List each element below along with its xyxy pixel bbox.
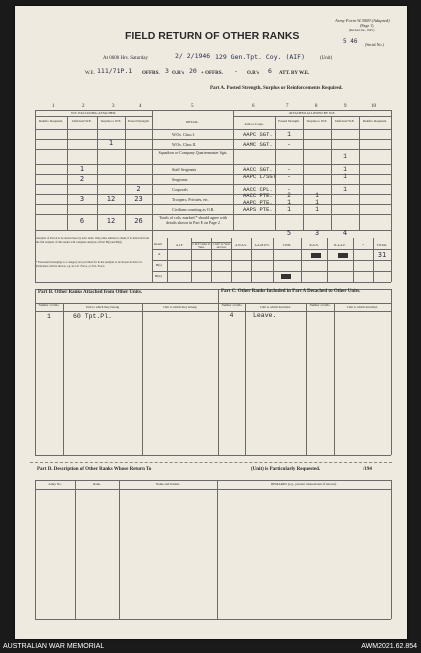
part-c-head-number: Number of O.Rs. bbox=[221, 303, 243, 307]
att-posted: 1 bbox=[287, 199, 291, 206]
col-head-surplus-att: Surplus to W.E. bbox=[306, 119, 328, 123]
analysis-head-raaf: R.A.A.F. bbox=[334, 243, 346, 247]
part-b-head-unit: Unit to which they belong bbox=[85, 305, 120, 309]
att-posted: - bbox=[287, 186, 291, 193]
we-value: 111/71P.1 bbox=[97, 67, 133, 75]
part-b-number-value: 1 bbox=[47, 313, 51, 320]
arm-corps: AACC SGT. bbox=[243, 166, 273, 173]
cell-pte-posted: 23 bbox=[134, 195, 143, 203]
arm-corps: AAPC SGT. bbox=[243, 131, 273, 138]
col-number: 4 bbox=[139, 104, 142, 109]
cell-cpl-posted: 2 bbox=[136, 185, 141, 193]
right-group-heading: ATTACHED ALLOWED BY W.E. bbox=[288, 111, 336, 115]
cell-pte-deficient: 3 bbox=[79, 195, 85, 203]
att-surplus: 1 bbox=[315, 206, 319, 213]
col-head-detail: DETAIL. bbox=[185, 120, 200, 124]
col-head-reinfts-att: Reinfts. Required. bbox=[362, 119, 388, 123]
part-c-head-unit: Unit to which detached. bbox=[260, 305, 291, 309]
arm-corps: AACC PTE. bbox=[243, 192, 273, 199]
attached-offrs-value: - bbox=[234, 67, 238, 75]
unit-name: 129 Gen.Tpt. Coy. (AIF) bbox=[215, 53, 306, 61]
form-page bbox=[15, 6, 407, 639]
cell-pte-surplus: 12 bbox=[106, 195, 116, 203]
col-head-reinfts: Reinfts. Required. bbox=[38, 119, 64, 123]
totals-detail: Totals of cols. marked * should agree with details shown in Part E on Page 2 bbox=[159, 215, 227, 225]
att-total-surplus: 3 bbox=[314, 229, 320, 237]
analysis-head-civil: CIVIL bbox=[282, 243, 292, 247]
att-by-we-label: ATT. BY W.E. bbox=[279, 71, 310, 76]
col-head-deficient: Deficient W.E. bbox=[72, 119, 92, 123]
att-posted: 2 bbox=[287, 192, 291, 199]
unit-label: (Unit) bbox=[320, 56, 333, 61]
col-head-arm: Arm or Corps. bbox=[244, 122, 264, 126]
row-detail: W.Os. Class I. bbox=[172, 132, 195, 137]
analysis-row-label: B(i) bbox=[156, 263, 162, 267]
form-reference: Army Form W.3009 (Adapted) bbox=[335, 18, 390, 23]
analysis-head-ran: R.A.N. bbox=[309, 243, 319, 247]
total-posted: 26 bbox=[134, 217, 143, 225]
cell-ssgt-deficient: 1 bbox=[79, 165, 85, 173]
att-posted: - bbox=[287, 141, 291, 148]
row-detail: Staff Sergeants bbox=[172, 167, 197, 172]
col-head-surplus: Surplus to W.E. bbox=[100, 119, 122, 123]
part-d-head-army-no: Army No. bbox=[48, 482, 62, 486]
part-d-title: Part D. Description of Other Ranks Whose Return To bbox=[37, 467, 152, 472]
att-posted: 1 bbox=[287, 131, 291, 138]
part-c-head-number2: Number of O.Rs. bbox=[309, 303, 331, 307]
footer-accession: AWM2021.62.854 bbox=[361, 643, 417, 650]
col-number: 9 bbox=[344, 104, 347, 109]
cell-sgt-deficient: 2 bbox=[79, 175, 85, 183]
row-detail: Troopers, Privates, etc. bbox=[172, 197, 209, 202]
part-d-title-end: (Unit) is Particularly Requested. bbox=[251, 467, 321, 472]
total-deficient: 6 bbox=[79, 217, 85, 225]
analysis-head-aif: A.I.F. bbox=[175, 243, 184, 247]
col-number: 1 bbox=[52, 104, 55, 109]
arm-corps: AAPS PTE. bbox=[243, 206, 273, 213]
row-detail: Sergeants bbox=[172, 177, 188, 182]
att-posted: - bbox=[287, 173, 291, 180]
analysis-note-star: * Personnel belonging to a category not provided for in the analysis to be shown in this Col. Particulars will be shown, e.g. in C.E. Force, or N.Z. Force. bbox=[36, 260, 143, 268]
we-label: W.E. bbox=[85, 71, 95, 76]
part-d-date: /194 bbox=[363, 467, 372, 472]
revised-note: (Revised Jan., 1945.) bbox=[349, 28, 375, 32]
col-number: 5 bbox=[191, 104, 194, 109]
analysis-row-label: A bbox=[158, 252, 161, 256]
att-deficient: 1 bbox=[343, 173, 347, 180]
offrs-value: 3 bbox=[165, 67, 169, 75]
att-posted: - bbox=[287, 166, 291, 173]
col-number: 3 bbox=[112, 104, 115, 109]
arm-corps: AAMC SGT. bbox=[243, 141, 273, 148]
total-surplus: 12 bbox=[106, 217, 116, 225]
analysis-head-total: TOTAL bbox=[376, 243, 388, 247]
serial-label: (Serial No.) bbox=[365, 42, 384, 47]
ors-value: 20 bbox=[189, 67, 197, 75]
arm-corps: AACC CPL. bbox=[243, 186, 273, 193]
part-b-unit-value: 60 Tpt.Pl. bbox=[73, 313, 113, 320]
offrs-label: OFFRS. bbox=[142, 71, 160, 76]
arm-corps: AAPC L/SGT bbox=[243, 173, 277, 180]
row-detail: Corporals bbox=[172, 187, 188, 192]
ors-label: O.R's bbox=[172, 71, 185, 76]
footer-bar bbox=[0, 640, 421, 653]
att-total-posted: 5 bbox=[286, 229, 292, 237]
page-number: (Page 1) bbox=[360, 23, 374, 28]
part-b-title: Part B. Other Ranks Attached from Other Units. bbox=[38, 290, 143, 295]
ors2-label: O.R's bbox=[247, 71, 260, 76]
part-c-title: Part C. Other Ranks Included in Part A Detached to Other Units. bbox=[221, 289, 361, 294]
part-c-number-value: 4 bbox=[229, 312, 234, 319]
footer-credit: AUSTRALIAN WAR MEMORIAL bbox=[3, 643, 105, 650]
analysis-head-aamws: A.A.M.W.S. bbox=[254, 243, 270, 247]
analysis-head-detail: Detail bbox=[154, 242, 162, 246]
part-d-head-name: Name and Initials. bbox=[155, 482, 181, 486]
redaction-block bbox=[311, 253, 321, 258]
col-number: 10 bbox=[371, 104, 376, 109]
row-detail: Squadron or Company Quartermaster Sgts. bbox=[158, 150, 228, 155]
return-date: 2/ 2/1946 bbox=[175, 52, 211, 60]
col-head-posted: Posted Strength. bbox=[127, 119, 150, 123]
att-deficient: 1 bbox=[343, 166, 347, 173]
part-b-head-number: Number of O.Rs. bbox=[38, 303, 60, 307]
col-number: 6 bbox=[252, 104, 255, 109]
att-deficient: 1 bbox=[343, 186, 347, 193]
col-number: 2 bbox=[82, 104, 85, 109]
row-detail: Civilians counting as O.R. bbox=[172, 207, 215, 212]
analysis-row-label: B(ii) bbox=[155, 274, 162, 278]
analysis-head-awas: A.W.A.S. bbox=[235, 243, 247, 247]
att-deficient: 1 bbox=[343, 153, 347, 160]
part-c-head-unit2: Unit to which detached. bbox=[347, 305, 378, 309]
analysis-head-star: * bbox=[362, 243, 364, 247]
redaction-block bbox=[338, 253, 348, 258]
part-c-unit-value: Leave. bbox=[253, 312, 277, 319]
attached-ors-value: 6 bbox=[268, 67, 272, 75]
arm-corps: AAPC PTE. bbox=[243, 199, 273, 206]
analysis-total-value: 31 bbox=[377, 251, 387, 259]
att-surplus: 1 bbox=[315, 192, 319, 199]
col-number: 7 bbox=[286, 104, 289, 109]
cell-w02-surplus: 1 bbox=[108, 139, 114, 147]
part-b-head-unit2: Unit to which they belong bbox=[163, 305, 197, 309]
form-title: FIELD RETURN OF OTHER RANKS bbox=[125, 30, 300, 42]
return-time: At 0600 Hrs. Saturday bbox=[103, 56, 148, 61]
analysis-head-cmf-under: C.M.F. Under 21 Years. bbox=[192, 243, 211, 249]
att-total-deficient: 4 bbox=[342, 229, 348, 237]
analysis-head-cmf-over: C.M.F. 21 Years and over. bbox=[212, 243, 231, 249]
part-d-head-remarks: REMARKS (e.g., present whereabouts if known). bbox=[271, 482, 337, 486]
part-a-title: Part A. Posted Strength, Surplus or Reinforcements Required. bbox=[210, 86, 343, 91]
att-posted: 1 bbox=[287, 206, 291, 213]
att-surplus: 1 bbox=[315, 199, 319, 206]
col-head-deficient-att: Deficient W.E. bbox=[335, 119, 355, 123]
part-d-head-rank: Rank. bbox=[93, 482, 101, 486]
serial-number: 5 46 bbox=[343, 38, 358, 45]
col-head-posted-att: Posted Strength. bbox=[278, 119, 300, 123]
plus-offrs-label: + OFFRS. bbox=[201, 71, 223, 76]
row-detail: W.Os. Class II. bbox=[172, 142, 197, 147]
redaction-block bbox=[281, 274, 291, 279]
col-number: 8 bbox=[315, 104, 318, 109]
analysis-note: Analysis of Part A to be shown here by ALL units. Only units entitled to them, if at intervals from the full analysis of this return will complete analysis of Part B(i) and B(ii). bbox=[36, 236, 150, 244]
left-group-heading: W.E. EXCLUDING ATTACHED. bbox=[70, 111, 117, 115]
